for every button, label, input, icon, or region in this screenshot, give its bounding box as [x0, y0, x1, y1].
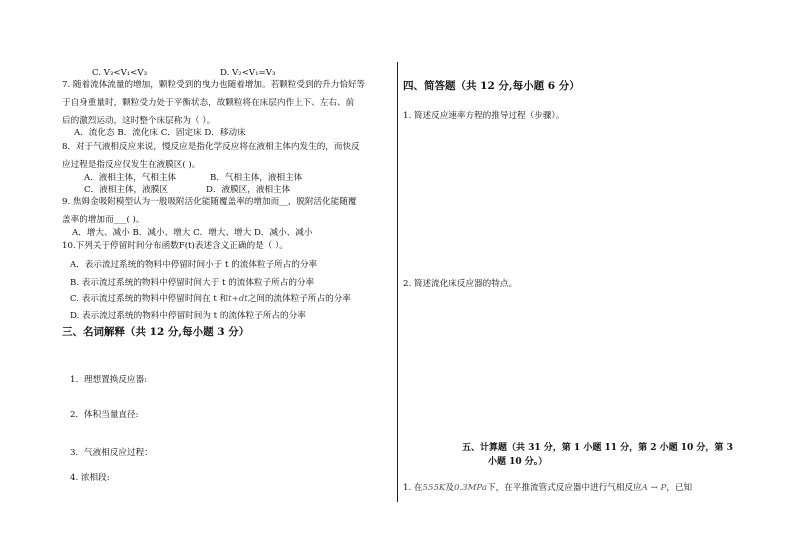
section-3-title: 三、名词解释（共 12 分,每小题 3 分） — [62, 326, 250, 338]
column-divider-bottom — [397, 494, 398, 502]
calc-q1-temperature: 555K — [422, 483, 446, 493]
q8-option-a: A．液相主体，气相主体 — [84, 173, 177, 183]
q8-line-1: 8．对于气液相反应来说，慢反应是指化学反应将在液相主体内发生的，而快反 — [62, 142, 360, 152]
q8-option-c: C．液相主体，液膜区 — [84, 185, 168, 195]
calc-q1-text-pre: 1. 在 — [403, 483, 423, 493]
q10-option-c-text-post: 之间的流体粒子所占的分率 — [247, 294, 351, 304]
q9-line-2: 盖率的增加而___( )。 — [62, 215, 145, 225]
q7-line-3: 后的激烈运动，这时整个床层称为（ ）。 — [62, 116, 216, 126]
q6-option-c: C. V₂<V₁<V₃ — [92, 68, 148, 78]
short-question-1: 1. 简述反应速率方程的推导过程（步骤）。 — [403, 111, 565, 121]
q10-option-c-math: t+dt — [228, 294, 248, 304]
calc-q1-text-mid2: 下，在平推流管式反应器中进行气相反应 — [486, 483, 642, 493]
short-question-2: 2. 简述流化床反应器的特点。 — [403, 279, 518, 289]
calc-q1-text-post: ，已知 — [666, 483, 693, 493]
section-5-title-line-2: 小题 10 分。） — [488, 457, 548, 467]
q8-line-2: 应过程是指反应仅发生在液膜区( )。 — [62, 160, 201, 170]
calc-question-1 — [403, 483, 692, 494]
section-4-title: 四、简答题（共 12 分,每小题 6 分） — [403, 80, 580, 92]
q7-line-2: 于自身重量时，颗粒受力处于平衡状态，故颗粒将在床层内作上下、左右、前 — [62, 98, 355, 108]
q9-options: A．增大、减小 B．减小、增大 C．增大、增大 D．减小、减小 — [72, 228, 313, 238]
calc-q1-pressure: 0.3MPa — [453, 483, 487, 493]
q10-option-c — [70, 294, 351, 305]
calc-q1-text-mid1: 及 — [445, 483, 454, 493]
term-4: 4. 浓相段: — [70, 473, 110, 483]
column-divider — [397, 62, 398, 494]
term-2: 2．体积当量直径: — [70, 410, 139, 420]
section-5-title-line-1: 五、计算题（共 31 分，第 1 小题 11 分，第 2 小题 10 分，第 3 — [462, 443, 733, 453]
term-1: 1．理想置换反应器: — [70, 375, 148, 385]
q7-options: A．流化态 B．流化床 C．固定床 D．移动床 — [74, 128, 246, 138]
q10-option-b: B. 表示流过系统的物料中停留时间大于 t 的流体粒子所占的分率 — [70, 278, 315, 288]
term-3: 3．气液相反应过程： — [70, 448, 153, 458]
q8-option-d: D．液膜区，液相主体 — [206, 185, 291, 195]
q7-line-1: 7. 随着流体流量的增加，颗粒受到的曳力也随着增加。若颗粒受到的升力恰好等 — [62, 80, 366, 90]
q6-option-d: D. V₂<V₁=V₃ — [220, 68, 276, 78]
q10-line-1: 10.下列关于停留时间分布函数F(t)表述含义正确的是（ ）。 — [62, 241, 288, 251]
calc-q1-reaction: A → P — [641, 483, 667, 493]
q8-option-b: B．气相主体，液相主体 — [210, 173, 303, 183]
q10-option-c-text-pre: C. 表示流过系统的物料中停留时间在 t 和 — [70, 294, 229, 304]
q10-option-d: D. 表示流过系统的物料中停留时间为 t 的流体粒子所占的分率 — [70, 311, 306, 321]
q9-line-1: 9. 焦姆金吸附模型认为一般吸附活化能随覆盖率的增加而__，脱附活化能随覆 — [62, 197, 357, 207]
q10-option-a: A．表示流过系统的物料中停留时间小于 t 的流体粒子所占的分率 — [70, 260, 318, 270]
